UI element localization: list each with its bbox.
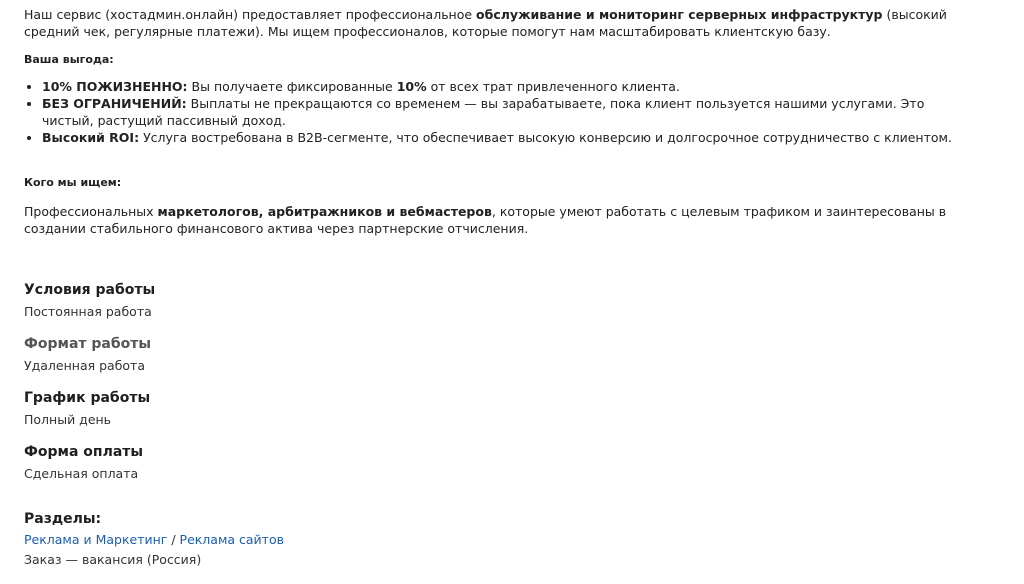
breadcrumb-separator: / xyxy=(167,532,180,547)
sections-block xyxy=(24,508,1000,570)
benefit-text: Вы получаете фиксированные xyxy=(187,79,397,94)
benefits-label: Ваша выгода: xyxy=(24,53,114,66)
condition-title: Форма оплаты xyxy=(24,444,144,460)
section-link-website-ads[interactable]: Реклама сайтов xyxy=(179,532,284,547)
benefit-bold: 10% ПОЖИЗНЕННО: xyxy=(42,79,188,94)
condition-format xyxy=(24,333,1000,377)
condition-value: Постоянная работа xyxy=(24,304,152,319)
condition-title: Условия работы xyxy=(24,282,156,298)
section-link-marketing[interactable]: Реклама и Маркетинг xyxy=(24,532,168,547)
benefit-text: Услуга востребована в B2B-сегменте, что обеспечивает высокую конверсию и долгосрочное сотрудничество с клиентом. xyxy=(139,130,952,145)
order-type: Заказ — вакансия (Россия) xyxy=(24,552,202,567)
condition-value: Удаленная работа xyxy=(24,358,145,373)
benefits-list xyxy=(24,78,954,146)
who-text-1: Профессиональных xyxy=(24,204,158,219)
condition-title: График работы xyxy=(24,390,151,406)
benefit-text: от всех трат привлеченного клиента. xyxy=(426,79,680,94)
benefit-bold-percent: 10% xyxy=(396,79,427,94)
who-text-2: , которые умеют работать с целевым трафиком и заинтересованы в создании стабильного финансового актива через партнерские отчисления. xyxy=(24,204,947,236)
condition-title: Формат работы xyxy=(24,336,152,352)
who-bold: маркетологов, арбитражников и вебмастеров xyxy=(157,204,492,219)
intro-bold: обслуживание и мониторинг серверных инфраструктур xyxy=(476,7,883,22)
condition-schedule xyxy=(24,387,1000,431)
job-conditions xyxy=(24,279,1000,485)
who-label: Кого мы ищем: xyxy=(24,176,122,189)
benefit-item-roi xyxy=(42,129,954,146)
vacancy-description xyxy=(24,6,954,237)
who-paragraph xyxy=(24,203,954,237)
condition-employment xyxy=(24,279,1000,323)
benefit-text: Выплаты не прекращаются со временем — вы зарабатываете, пока клиент пользуется нашими услугами. Это чистый, растущий пассивный доход. xyxy=(42,96,925,128)
benefit-bold: БЕЗ ОГРАНИЧЕНИЙ: xyxy=(42,96,187,111)
condition-payment xyxy=(24,441,1000,485)
intro-paragraph xyxy=(24,6,954,40)
condition-value: Полный день xyxy=(24,412,112,427)
sections-breadcrumb xyxy=(24,530,1000,550)
benefit-bold: Высокий ROI: xyxy=(42,130,140,145)
benefit-item-unlimited xyxy=(42,95,954,129)
sections-title: Разделы: xyxy=(24,511,102,527)
condition-value: Сдельная оплата xyxy=(24,466,139,481)
intro-text-1: Наш сервис (хостадмин.онлайн) предоставляет профессиональное xyxy=(24,7,477,22)
benefit-item-lifetime xyxy=(42,78,954,95)
intro-text-2: (высокий средний чек, регулярные платежи). Мы ищем профессионалов, которые помогут нам масштабировать клиентскую базу. xyxy=(24,7,947,39)
